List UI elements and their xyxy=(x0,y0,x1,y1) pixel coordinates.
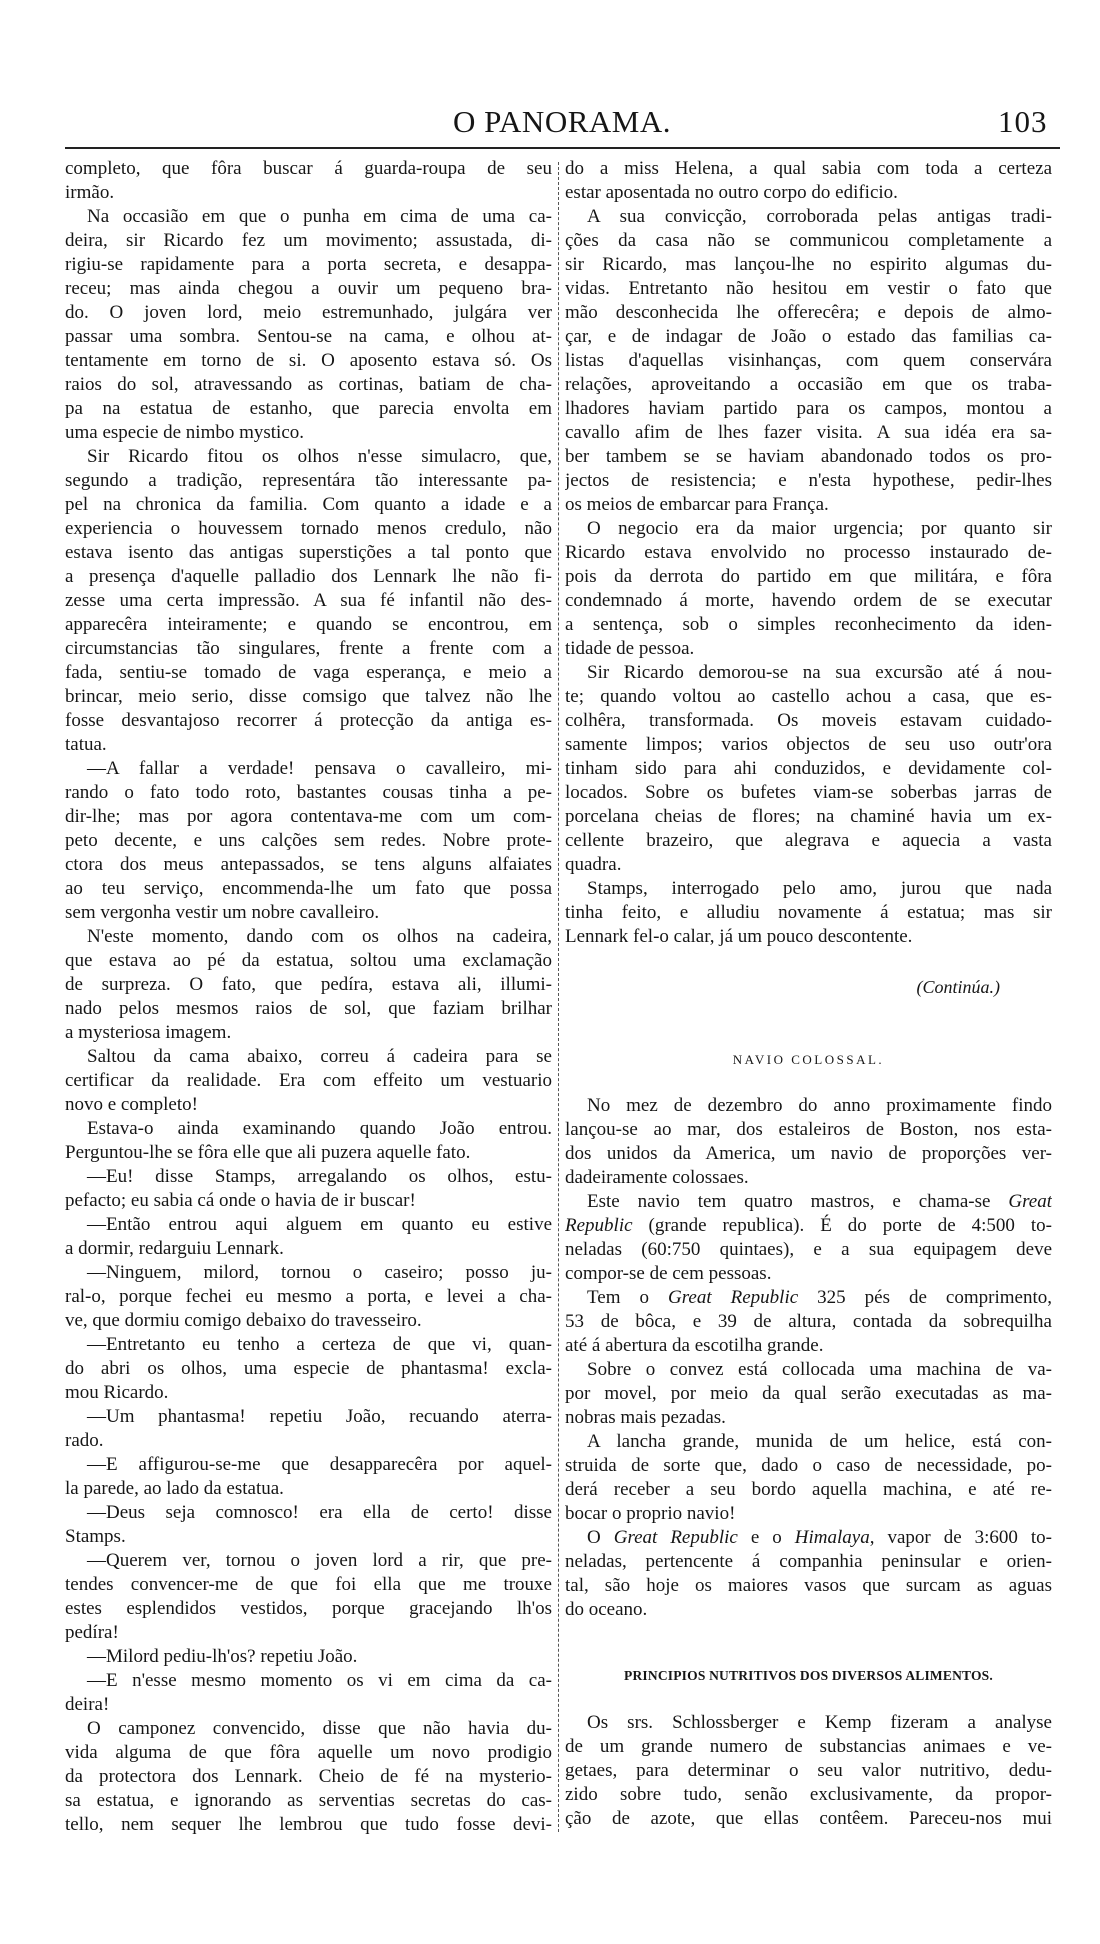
article-title: NAVIO COLOSSAL. xyxy=(732,1052,885,1067)
text-line: pa na estatua de estanho, que parecia envolta em xyxy=(65,398,552,419)
story-body xyxy=(65,157,552,1837)
text-line: raios do sol, atravessando as cortinas, batiam de cha- xyxy=(65,374,552,395)
text-line: de surpreza. O fato, que pedíra, estava ali, illumi- xyxy=(65,974,552,995)
text-line: uma especie de nimbo mystico. xyxy=(65,422,305,443)
text-segment: , vapor de 3:600 to- xyxy=(869,1527,1052,1548)
paragraph xyxy=(65,157,552,205)
italic-text: Great Republic xyxy=(668,1287,799,1308)
text-line: do a miss Helena, a qual sabia com toda a certeza xyxy=(565,158,1052,179)
text-line: ções da casa não se communicou completamente a xyxy=(565,230,1052,251)
paragraph xyxy=(65,1333,552,1405)
text-line: receu; mas ainda chegou a ouvir um pequeno bra- xyxy=(65,278,552,299)
paragraph xyxy=(565,517,1052,661)
text-line: 53 de bôca, e 39 de altura, contada da sobrequilha xyxy=(565,1311,1052,1332)
paragraph xyxy=(565,1358,1052,1430)
text-line: Saltou da cama abaixo, correu á cadeira para se xyxy=(87,1046,552,1067)
text-line: do abri os olhos, uma especie de phantasma! excla- xyxy=(65,1358,552,1379)
text-line: dir-lhe; mas por agora contentava-me com um com- xyxy=(65,806,552,827)
text-line: Na occasião em que o punha em cima de uma ca- xyxy=(87,206,552,227)
article-navio-colossal xyxy=(565,1048,1052,1622)
article-body xyxy=(565,1094,1052,1622)
text-line: mão desconhecida lhe offerecêra; e depois de almo- xyxy=(565,302,1052,323)
text-line: sir Ricardo, mas lançou-lhe no espirito algumas du- xyxy=(565,254,1052,275)
text-line: Stamps. xyxy=(65,1526,126,1547)
text-line: cellente brazeiro, que alegrava e aquecia a vasta xyxy=(565,830,1052,851)
paragraph xyxy=(65,1117,552,1165)
text-line: circumstancias tão singulares, frente a frente com a xyxy=(65,638,552,659)
text-line: os meios de embarcar para França. xyxy=(565,494,829,515)
text-line: que estava ao pé da estatua, soltou uma exclamação xyxy=(65,950,552,971)
paragraph xyxy=(565,1711,1052,1831)
paragraph xyxy=(65,1405,552,1453)
text-segment: 325 pés de comprimento, xyxy=(798,1287,1052,1308)
text-line: —Então entrou aqui alguem em quanto eu estive xyxy=(87,1214,552,1235)
text-line: vida alguma de que fôra aquelle um novo prodigio xyxy=(65,1742,552,1763)
text-line: —Eu! disse Stamps, arregalando os olhos, estu- xyxy=(87,1166,552,1187)
text-line: pel na chronica da familia. Com quanto a idade e a xyxy=(65,494,552,515)
text-line: No mez de dezembro do anno proximamente findo xyxy=(587,1095,1052,1116)
text-line xyxy=(565,1286,1052,1310)
text-line: —A fallar a verdade! pensava o cavalleiro, mi- xyxy=(87,758,552,779)
text-line: listas d'aquellas visinhanças, com quem conservára xyxy=(565,350,1052,371)
page-number: 103 xyxy=(998,104,1048,139)
text-line: —Milord pediu-lh'os? repetiu João. xyxy=(87,1646,358,1667)
text-line: do oceano. xyxy=(565,1599,648,1620)
text-line: relações, aproveitando a occasião em que os traba- xyxy=(565,374,1052,395)
text-line: tentamente em torno de si. O aposento estava só. Os xyxy=(65,350,552,371)
text-line: N'este momento, dando com os olhos na cadeira, xyxy=(87,926,552,947)
text-line: —Deus seja comnosco! era ella de certo! disse xyxy=(87,1502,552,1523)
text-line: tatua. xyxy=(65,734,107,755)
text-line: rado. xyxy=(65,1430,104,1451)
continues-note: (Continúa.) xyxy=(916,977,1000,997)
text-line: estes esplendidos vestidos, porque gracejando lh'os xyxy=(65,1598,552,1619)
paragraph xyxy=(65,1717,552,1837)
text-line: certificar da realidade. Era com effeito um vestuario xyxy=(65,1070,552,1091)
text-line: zesse uma certa impressão. A sua fé infantil não des- xyxy=(65,590,552,611)
text-line: fada, sentiu-se tomado de vaga esperança, e meio a xyxy=(65,662,552,683)
text-line: nado pelos mesmos raios de sol, que faziam brilhar xyxy=(65,998,552,1019)
paragraph xyxy=(565,1286,1052,1358)
paragraph xyxy=(565,1094,1052,1190)
text-line: a sentença, sob o simples reconhecimento da iden- xyxy=(565,614,1052,635)
text-line: Perguntou-lhe se fôra elle que ali puzera aquelle fato. xyxy=(65,1142,471,1163)
paragraph xyxy=(65,1645,552,1669)
italic-text: Himalaya xyxy=(794,1527,870,1548)
text-line: ve, que dormiu comigo debaixo do travesseiro. xyxy=(65,1310,422,1331)
text-line: fosse desvantajoso recorrer á protecção da antiga es- xyxy=(65,710,552,731)
text-line: até á abertura da escotilha grande. xyxy=(565,1335,824,1356)
text-line: tal, são hoje os maiores vasos que surcam as aguas xyxy=(565,1575,1052,1596)
text-line: ctora dos meus antepassados, se tens alguns alfaiates xyxy=(65,854,552,875)
text-line: de um grande numero de substancias animaes e ve- xyxy=(565,1736,1052,1757)
header-rule xyxy=(65,147,1060,149)
paragraph xyxy=(65,1669,552,1717)
text-line: novo e completo! xyxy=(65,1094,198,1115)
text-segment: O xyxy=(587,1527,614,1548)
article-body xyxy=(565,1711,1052,1831)
text-line: condemnado á morte, havendo ordem de se executar xyxy=(565,590,1052,611)
text-segment: e o xyxy=(737,1527,795,1548)
right-column xyxy=(565,157,1052,1831)
text-segment: (grande republica). É do porte de 4:500 to- xyxy=(632,1215,1052,1236)
text-line: la parede, ao lado da estatua. xyxy=(65,1478,284,1499)
text-line: vidas. Entretanto não hesitou em vestir o fato que xyxy=(565,278,1052,299)
text-line: a mysteriosa imagem. xyxy=(65,1022,232,1043)
text-line: A sua convicção, corroborada pelas antigas tradi- xyxy=(587,206,1052,227)
text-line: a dormir, redarguiu Lennark. xyxy=(65,1238,284,1259)
text-line: derá receber a seu bordo aquella machina, e até re- xyxy=(565,1479,1052,1500)
text-line: nobras mais pezadas. xyxy=(565,1407,726,1428)
text-line: tello, nem sequer lhe lembrou que tudo fosse devi- xyxy=(65,1814,552,1835)
text-line: Sir Ricardo fitou os olhos n'esse simulacro, que, xyxy=(87,446,552,467)
paragraph xyxy=(565,157,1052,205)
paragraph xyxy=(65,757,552,925)
text-line: locados. Sobre os bufetes viam-se soberbas jarras de xyxy=(565,782,1052,803)
paragraph xyxy=(565,1430,1052,1526)
paragraph xyxy=(565,877,1052,949)
text-line: tinha feito, e alludiu novamente á estatua; mas sir xyxy=(565,902,1052,923)
article-principios-nutritivos xyxy=(565,1664,1052,1831)
text-line: passar uma sombra. Sentou-se na cama, e olhou at- xyxy=(65,326,552,347)
paragraph xyxy=(65,1453,552,1501)
text-line: cavallo afim de lhes fazer visita. A sua idéa era sa- xyxy=(565,422,1052,443)
text-line: jectos de resistencia; e n'esta hypothese, pedir-lhes xyxy=(565,470,1052,491)
text-line: Lennark fel-o calar, já um pouco descontente. xyxy=(565,926,913,947)
italic-text: Republic xyxy=(565,1215,633,1236)
paragraph xyxy=(65,1165,552,1213)
text-line: O camponez convencido, disse que não havia du- xyxy=(87,1718,552,1739)
paragraph xyxy=(65,1261,552,1333)
text-line: —Entretanto eu tenho a certeza de que vi, quan- xyxy=(87,1334,552,1355)
text-line: deira, sir Ricardo fez um movimento; assustada, di- xyxy=(65,230,552,251)
text-line: porcelana cheias de flores; na chaminé havia um ex- xyxy=(565,806,1052,827)
text-line: neladas, pertencente á companhia peninsular e orien- xyxy=(565,1551,1052,1572)
text-line: sa estatua, e ignorando as serventias secretas do cas- xyxy=(65,1790,552,1811)
italic-text: Great Republic xyxy=(613,1527,738,1548)
text-line: rigiu-se rapidamente para a porta secreta, e desappa- xyxy=(65,254,552,275)
text-line: dos unidos da America, um navio de proporções ver- xyxy=(565,1143,1052,1164)
text-line xyxy=(565,1526,1052,1550)
text-line: pefacto; eu sabia cá onde o havia de ir buscar! xyxy=(65,1190,416,1211)
text-line: tinham sido para ahi conduzidos, e devidamente col- xyxy=(565,758,1052,779)
text-line: samente limpos; varios objectos de seu uso outr'ora xyxy=(565,734,1052,755)
column-divider xyxy=(558,162,559,1832)
text-line: sem vergonha vestir um nobre cavalleiro. xyxy=(65,902,380,923)
text-line: te; quando voltou ao castello achou a casa, que es- xyxy=(565,686,1052,707)
paragraph xyxy=(565,1526,1052,1622)
text-line: ral-o, porque fechei eu mesmo a porta, e levei a cha- xyxy=(65,1286,552,1307)
text-line: lhadores haviam partido para os campos, montou a xyxy=(565,398,1052,419)
text-line: O negocio era da maior urgencia; por quanto sir xyxy=(587,518,1052,539)
paragraph xyxy=(65,445,552,757)
text-line: rando o fato todo roto, bastantes cousas tinha a pe- xyxy=(65,782,552,803)
text-line: getaes, para determinar o seu valor nutritivo, dedu- xyxy=(565,1760,1052,1781)
text-line: —Ninguem, milord, tornou o caseiro; posso ju- xyxy=(87,1262,552,1283)
text-line: peto decente, e uns calções sem redes. Nobre prote- xyxy=(65,830,552,851)
story-continuation xyxy=(565,157,1052,949)
text-line: segundo a tradição, representára tão interessante pa- xyxy=(65,470,552,491)
text-line: por movel, por meio da qual serão executadas as ma- xyxy=(565,1383,1052,1404)
text-line: lançou-se ao mar, dos estaleiros de Boston, nos esta- xyxy=(565,1119,1052,1140)
text-line: a presença d'aquelle palladio dos Lennark lhe não fi- xyxy=(65,566,552,587)
text-line: Stamps, interrogado pelo amo, jurou que nada xyxy=(587,878,1052,899)
text-line xyxy=(565,1214,1052,1238)
text-segment: Tem o xyxy=(587,1287,668,1308)
text-segment: Este navio tem quatro mastros, e chama-se xyxy=(587,1191,1009,1212)
text-line: Os srs. Schlossberger e Kemp fizeram a analyse xyxy=(587,1712,1052,1733)
text-line: tendes convencer-me de que foi ella que me trouxe xyxy=(65,1574,552,1595)
text-line: A lancha grande, munida de um helice, está con- xyxy=(587,1431,1052,1452)
paragraph xyxy=(565,661,1052,877)
text-line: Ricardo estava envolvido no processo instaurado de- xyxy=(565,542,1052,563)
text-line: Estava-o ainda examinando quando João entrou. xyxy=(87,1118,552,1139)
text-line: ber tambem se se haviam abandonado todos os pro- xyxy=(565,446,1052,467)
paragraph xyxy=(65,1213,552,1261)
text-line: quadra. xyxy=(565,854,622,875)
left-column xyxy=(65,157,552,1837)
paragraph xyxy=(65,1045,552,1117)
text-line: experiencia o houvessem tornado menos credulo, não xyxy=(65,518,552,539)
text-line: completo, que fôra buscar á guarda-roupa de seu xyxy=(65,158,552,179)
paragraph xyxy=(565,205,1052,517)
text-line: dadeiramente colossaes. xyxy=(565,1167,749,1188)
text-line: ção de azote, que ellas contêem. Pareceu-nos mui xyxy=(565,1808,1052,1829)
paragraph xyxy=(65,1501,552,1549)
text-line: estar aposentada no outro corpo do edificio. xyxy=(565,182,898,203)
text-line: bocar o proprio navio! xyxy=(565,1503,736,1524)
paragraph xyxy=(565,1190,1052,1286)
text-line: struida de sorte que, dado o caso de necessidade, po- xyxy=(565,1455,1052,1476)
text-line: da protectora dos Lennark. Cheio de fé na mysterio- xyxy=(65,1766,552,1787)
text-line: do. O joven lord, meio estremunhado, julgára ver xyxy=(65,302,552,323)
text-line: —E n'esse mesmo momento os vi em cima da ca- xyxy=(87,1670,552,1691)
text-line: —Um phantasma! repetiu João, recuando aterra- xyxy=(87,1406,552,1427)
text-line: Sir Ricardo demorou-se na sua excursão até á nou- xyxy=(587,662,1052,683)
paragraph xyxy=(65,1549,552,1645)
text-line: estava isento das antigas superstições a tal ponto que xyxy=(65,542,552,563)
text-line: zido sobre tudo, senão exclusivamente, da propor- xyxy=(565,1784,1052,1805)
text-line: —E affigurou-se-me que desapparecêra por aquel- xyxy=(87,1454,552,1475)
text-line: brincar, meio serio, disse comsigo que talvez não lhe xyxy=(65,686,552,707)
article-title: PRINCIPIOS NUTRITIVOS DOS DIVERSOS ALIMENTOS. xyxy=(624,1668,993,1683)
text-line: mou Ricardo. xyxy=(65,1382,169,1403)
paragraph xyxy=(65,925,552,1045)
text-line: —Querem ver, tornou o joven lord a rir, que pre- xyxy=(87,1550,552,1571)
text-line: deira! xyxy=(65,1694,110,1715)
text-line: compor-se de cem pessoas. xyxy=(565,1263,772,1284)
text-line: pois da derrota do partido em que militára, e fôra xyxy=(565,566,1052,587)
text-line: pedíra! xyxy=(65,1622,119,1643)
text-line: colhêra, transformada. Os moveis estavam cuidado- xyxy=(565,710,1052,731)
page-title: O PANORAMA. xyxy=(453,104,671,139)
paragraph xyxy=(65,205,552,445)
text-line: neladas (60:750 quintaes), e a sua equipagem deve xyxy=(565,1239,1052,1260)
text-line: Sobre o convez está collocada uma machina de va- xyxy=(587,1359,1052,1380)
text-line: tidade de pessoa. xyxy=(565,638,695,659)
text-line: irmão. xyxy=(65,182,115,203)
italic-text: Great xyxy=(1008,1191,1052,1212)
text-line xyxy=(565,1190,1052,1214)
text-line: ao teu serviço, encommenda-lhe um fato que possa xyxy=(65,878,552,899)
text-line: apparecêra inteiramente; e quando se encontrou, em xyxy=(65,614,552,635)
text-line: çar, e de indagar de João o estado das familias ca- xyxy=(565,326,1052,347)
